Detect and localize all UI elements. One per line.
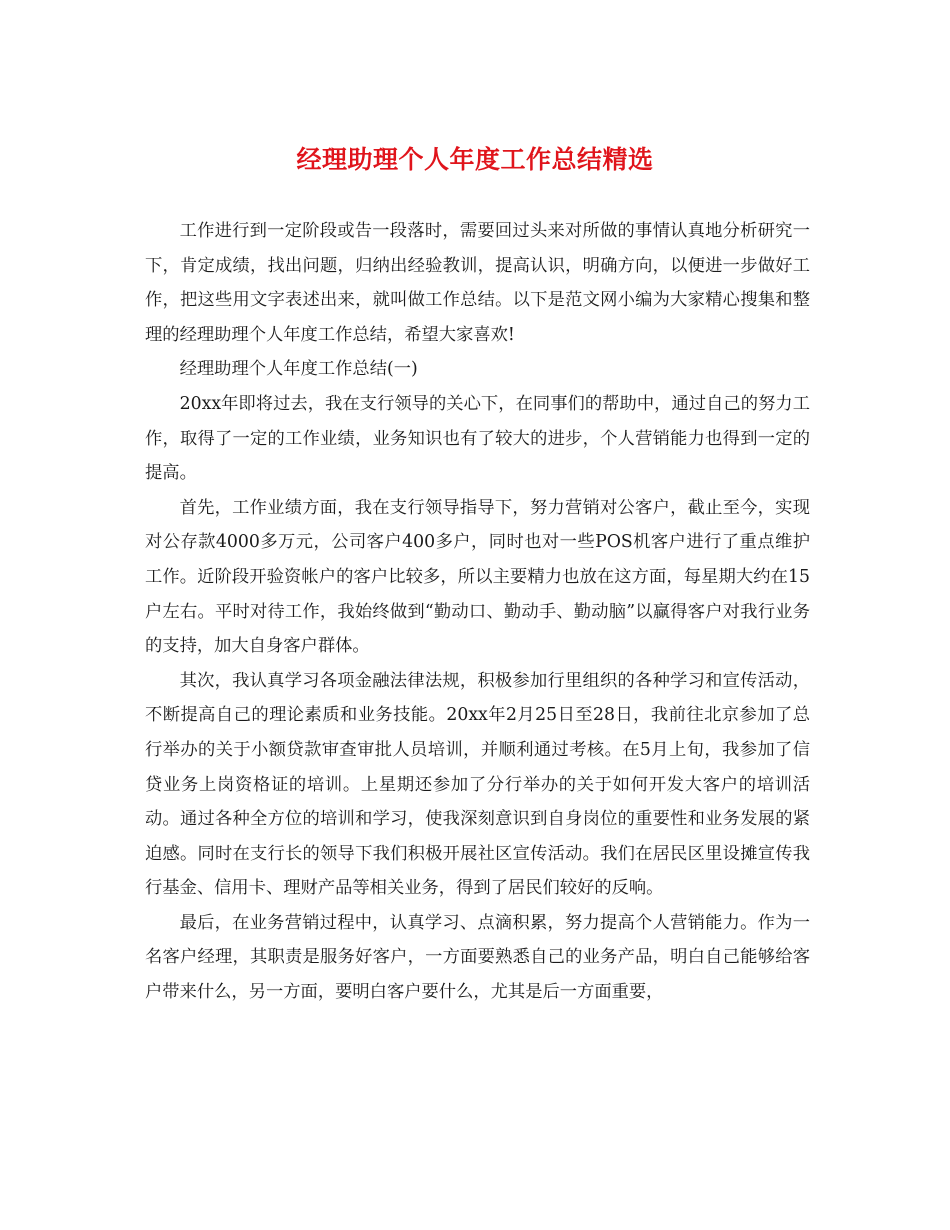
paragraph-overview: 20xx年即将过去，我在支行领导的关心下，在同事们的帮助中，通过自己的努力工作，取得了一定的工作业绩，业务知识也有了较大的进步，个人营销能力也得到一定的提高。	[145, 393, 810, 484]
paragraph-intro: 工作进行到一定阶段或告一段落时，需要回过头来对所做的事情认真地分析研究一下，肯定成绩，找出问题，归纳出经验教训，提高认识，明确方向，以便进一步做好工作，把这些用文字表述出来，就叫做工作总结。以下是范文网小编为大家精心搜集和整理的经理助理个人年度工作总结，希望大家喜欢!	[145, 221, 810, 345]
document-title: 经理助理个人年度工作总结精选	[296, 145, 654, 174]
document-body	[145, 214, 810, 1010]
paragraph-first: 首先，工作业绩方面，我在支行领导指导下，努力营销对公客户，截止至今，实现对公存款4000多万元，公司客户400多户，同时也对一些POS机客户进行了重点维护工作。近阶段开验资帐户的客户比较多，所以主要精力也放在这方面，每星期大约在15户左右。平时对待工作，我始终做到“勤动口、勤动手、勤动脑”以赢得客户对我行业务的支持，加大自身客户群体。	[145, 497, 810, 657]
paragraph-second: 其次，我认真学习各项金融法律法规，积极参加行里组织的各种学习和宣传活动，不断提高自己的理论素质和业务技能。20xx年2月25日至28日，我前往北京参加了总行举办的关于小额贷款审查审批人员培训，并顺利通过考核。在5月上旬，我参加了信贷业务上岗资格证的培训。上星期还参加了分行举办的关于如何开发大客户的培训活动。通过各种全方位的培训和学习，使我深刻意识到自身岗位的重要性和业务发展的紧迫感。同时在支行长的领导下我们积极开展社区宣传活动。我们在居民区里设摊宣传我行基金、信用卡、理财产品等相关业务，得到了居民们较好的反响。	[145, 670, 810, 899]
section-heading-1: 经理助理个人年度工作总结(一)	[179, 359, 418, 380]
paragraph-last: 最后，在业务营销过程中，认真学习、点滴积累，努力提高个人营销能力。作为一名客户经理，其职责是服务好客户，一方面要熟悉自己的业务产品，明白自己能够给客户带来什么，另一方面，要明白客户要什么，尤其是后一方面重要，	[145, 912, 810, 1003]
